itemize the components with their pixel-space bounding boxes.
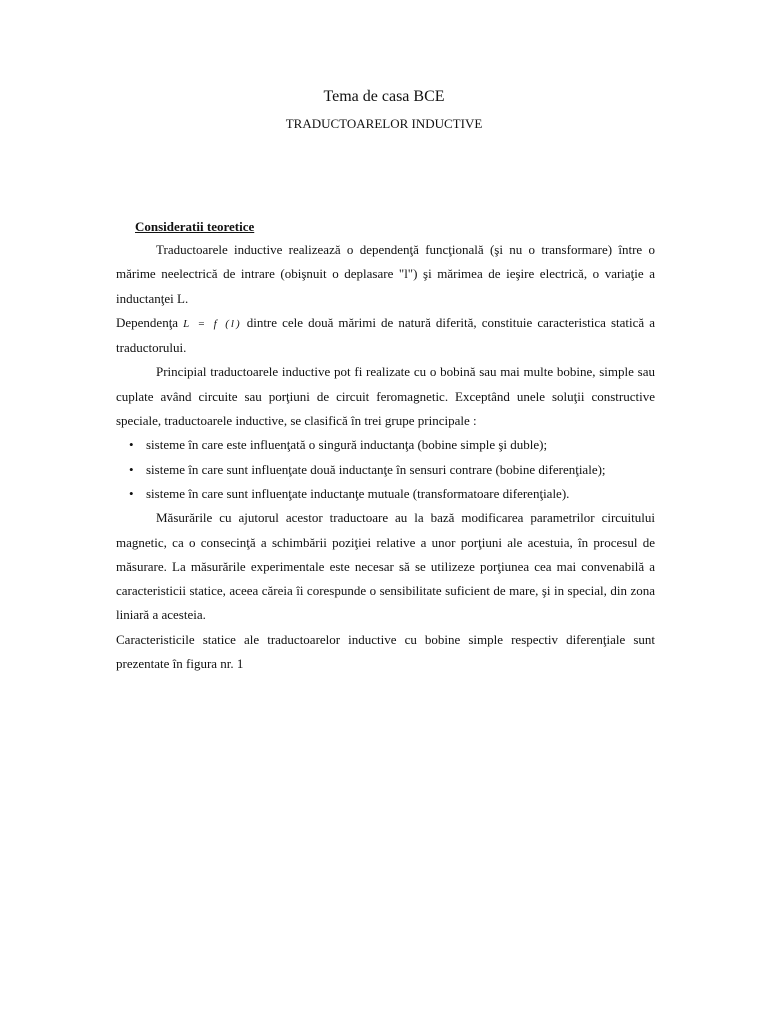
paragraph-3: Principial traductoarele inductive pot fi realizate cu o bobină sau mai multe bobine, simple sau cuplate având circuite sau porţiuni de circuit feromagnetic. Exceptând unele soluţii constructive speciale, traductoarele inductive, se clasifică în trei grupe principale : (116, 364, 655, 429)
list-item-text: sisteme în care sunt influenţate inductanţe mutuale (transformatoare diferenţiale). (146, 485, 570, 501)
section-heading: Consideratii teoretice (135, 219, 255, 234)
section-body (116, 238, 655, 676)
paragraph-4: Măsurările cu ajutorul acestor traductoare au la bază modificarea parametrilor circuitului magnetic, ca o consecinţă a schimbării poziţiei relative a unor porţiuni ale acestuia, în procesul de măsurare. La măsurările experimentale este necesar să se utilizeze porţiunea cea mai convenabilă a caracteristicii statice, aceea căreia îi corespunde o sensibilitate suficient de mare, şi in special, din zona liniară a acesteia. (116, 510, 655, 623)
list-item (116, 433, 655, 457)
paragraph-2 (116, 311, 655, 361)
list-item-text: sisteme în care este influenţată o singură inductanţa (bobine simple şi duble); (146, 437, 548, 453)
bullet-icon: • (129, 437, 134, 453)
list-item (116, 458, 655, 482)
paragraph-2-start: Dependenţa (116, 314, 184, 330)
paragraph-5: Caracteristicile statice ale traductoarelor inductive cu bobine simple respectiv diferenţiale sunt prezentate în figura nr. 1 (116, 631, 655, 672)
document-subtitle: TRADUCTOARELOR INDUCTIVE (285, 116, 483, 131)
paragraph-1: Traductoarele inductive realizează o dependenţă funcţională (şi nu o transformare) între o mărime neelectrică de intrare (obişnuit o deplasare "l") şi mărimea de ieşire electrică, o variaţie a inductanţei L. (116, 242, 655, 306)
bullet-icon: • (129, 485, 134, 501)
document-title: Tema de casa BCE (323, 88, 445, 105)
bullet-icon: • (129, 461, 134, 477)
bullet-list (116, 433, 655, 506)
list-item-text: sisteme în care sunt influenţate două inductanţe în sensuri contrare (bobine diferenţiale); (146, 461, 606, 477)
formula-inline: L = f (l) (183, 317, 242, 330)
paragraph-2-end: dintre cele două mărimi de natură diferită, constituie caracteristica statică a traductorului. (116, 314, 656, 356)
list-item (116, 482, 655, 506)
